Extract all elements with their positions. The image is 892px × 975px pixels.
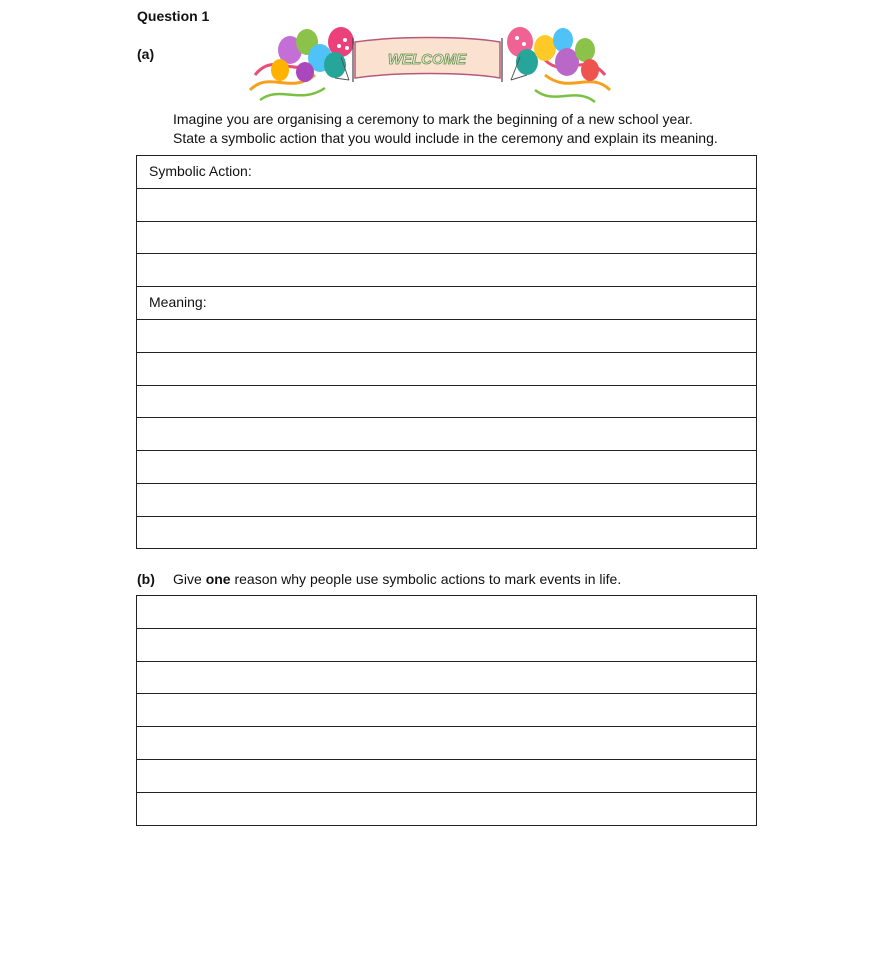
answer-line[interactable] <box>137 353 756 386</box>
answer-line[interactable] <box>137 727 756 760</box>
answer-line[interactable] <box>137 156 756 189</box>
part-b-answer-box[interactable] <box>136 595 757 826</box>
answer-line[interactable] <box>137 484 756 517</box>
answer-line[interactable] <box>137 517 756 550</box>
meaning-label: Meaning: <box>149 294 207 311</box>
answer-line[interactable] <box>137 451 756 484</box>
prompt-emphasis: one <box>205 571 231 587</box>
answer-line[interactable] <box>137 760 756 793</box>
symbolic-action-label: Symbolic Action: <box>149 163 252 179</box>
answer-line[interactable] <box>137 189 756 222</box>
part-b-prompt <box>137 571 622 587</box>
part-b-label: (b) <box>137 571 155 587</box>
part-a-label: (a) <box>137 46 155 62</box>
prompt-text: Give <box>173 571 206 587</box>
answer-line[interactable] <box>137 694 756 727</box>
answer-line[interactable] <box>137 287 756 320</box>
banner-text: WELCOME <box>387 51 467 68</box>
answer-line[interactable] <box>137 793 756 826</box>
answer-line[interactable] <box>137 629 756 662</box>
intro-text <box>173 110 718 148</box>
part-b-question <box>173 571 621 587</box>
intro-line-1: Imagine you are organising a ceremony to mark the beginning of a new school year. <box>173 111 693 127</box>
prompt-text: reason why people use symbolic actions to mark events in life. <box>230 571 622 587</box>
intro-line-2: State a symbolic action that you would include in the ceremony and explain its meaning. <box>173 130 718 146</box>
part-a-answer-box[interactable] <box>136 155 757 549</box>
answer-line[interactable] <box>137 386 756 419</box>
answer-line[interactable] <box>137 222 756 255</box>
answer-line[interactable] <box>137 662 756 695</box>
welcome-banner-illustration <box>245 20 615 105</box>
question-title: Question 1 <box>137 8 210 24</box>
answer-line[interactable] <box>137 418 756 451</box>
right-balloon-cluster <box>507 27 610 102</box>
left-balloon-cluster <box>250 27 354 100</box>
answer-line[interactable] <box>137 596 756 629</box>
answer-line[interactable] <box>137 320 756 353</box>
answer-line[interactable] <box>137 254 756 287</box>
